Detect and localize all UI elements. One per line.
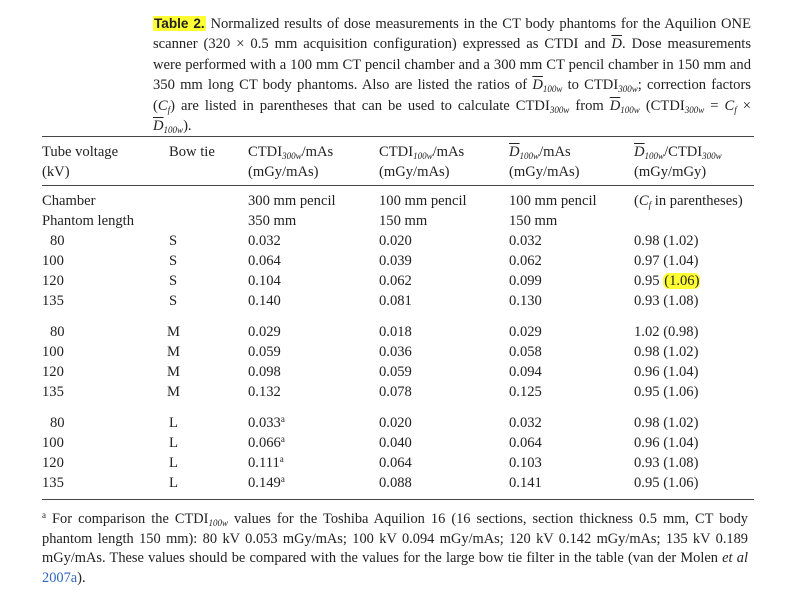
cell-ctdi300: 0.140 <box>248 293 281 309</box>
cell-ctdi300: 0.059 <box>248 344 281 360</box>
highlighted-correction-factor: (1.06) <box>664 273 700 289</box>
cell-kv: 100 <box>42 344 64 360</box>
footnote-close: ). <box>77 569 86 586</box>
subheader-col4-chamber: 100 mm pencil <box>379 193 467 209</box>
cell-ctdi300: 0.066$^a$ <box>248 434 285 451</box>
cell-ctdi100: 0.039 <box>379 253 412 269</box>
cell-kv: 135 <box>42 475 64 491</box>
cell-d100: 0.130 <box>509 293 542 309</box>
caption-text-3: to CTDI <box>562 77 619 94</box>
cell-ctdi300: 0.032 <box>248 233 281 249</box>
table-caption <box>153 14 751 136</box>
table-top-rule <box>42 136 754 137</box>
cell-ctdi100: 0.040 <box>379 435 412 451</box>
header-tube-voltage-unit: (kV) <box>42 164 70 180</box>
table-bottom-rule <box>42 499 754 500</box>
caption-text-10: ). <box>183 118 192 135</box>
cell-d100: 0.094 <box>509 364 542 380</box>
footnote-marker: a <box>42 510 46 520</box>
cell-d100: 0.141 <box>509 475 542 491</box>
caption-text-4: ; correction factors ( <box>153 77 751 114</box>
cell-ctdi100: 0.020 <box>379 415 412 431</box>
cell-bowtie: L <box>169 475 178 491</box>
cell-ratio: 0.93 (1.08) <box>634 455 699 471</box>
cell-kv: 100 <box>42 435 64 451</box>
footnote-marker: a <box>279 454 284 464</box>
header-ratio: $\overline{D}_{100w}/CTDI_{300w}$ <box>634 144 722 161</box>
table-label: Table 2. <box>154 16 205 31</box>
cell-d100: 0.029 <box>509 324 542 340</box>
subheader-col5-chamber: 100 mm pencil <box>509 193 597 209</box>
cell-ctdi300: 0.104 <box>248 273 281 289</box>
citation-link[interactable]: 2007a <box>42 569 78 586</box>
cell-bowtie: S <box>169 273 178 289</box>
caption-cf-sub-2: f <box>734 104 737 115</box>
cell-ctdi100: 0.018 <box>379 324 412 340</box>
caption-dbar: $\overline{D}$ <box>611 36 622 53</box>
cell-ctdi300: 0.132 <box>248 384 281 400</box>
cell-ratio: 0.96 (1.04) <box>634 364 699 380</box>
subheader-col4-length: 150 mm <box>379 213 428 229</box>
cell-ctdi100: 0.081 <box>379 293 412 309</box>
cell-bowtie: S <box>169 293 178 309</box>
cell-ratio: 0.98 (1.02) <box>634 344 699 360</box>
footnote-sub: 100w <box>208 518 228 528</box>
caption-text-5: ) are listed in parentheses that can be used to calculate CTDI <box>170 97 550 114</box>
header-tube-voltage: Tube voltage <box>42 144 119 160</box>
cell-d100: 0.032 <box>509 415 542 431</box>
cell-ratio: 0.98 (1.02) <box>634 233 699 249</box>
cell-bowtie: S <box>169 253 178 269</box>
footnote-etal: et al <box>722 550 748 566</box>
caption-sub-300w: 300w <box>618 84 638 95</box>
footnote-marker: a <box>280 414 285 424</box>
cell-kv: 80 <box>50 324 65 340</box>
caption-cf: C <box>157 97 168 114</box>
cell-ctdi100: 0.078 <box>379 384 412 400</box>
cell-ratio-value: 0.95 <box>634 273 660 289</box>
cell-bowtie: L <box>169 455 178 471</box>
cell-ratio: 0.93 (1.08) <box>634 293 699 309</box>
header-ctdi100w: $CTDI_{100w}$/mAs <box>379 144 465 161</box>
subheader-col3-chamber: 300 mm pencil <box>248 193 336 209</box>
cell-ctdi100: 0.088 <box>379 475 412 491</box>
cell-kv: 120 <box>42 455 64 471</box>
cell-ratio: 0.97 (1.04) <box>634 253 699 269</box>
cell-ctdi300: 0.111$^a$ <box>248 454 284 471</box>
table-header-rule <box>42 185 754 186</box>
cell-bowtie: L <box>169 415 178 431</box>
cell-ratio: 1.02 (0.98) <box>634 324 699 340</box>
cell-kv: 135 <box>42 293 64 309</box>
footnote-marker: a <box>280 434 285 444</box>
cell-bowtie: L <box>169 435 178 451</box>
footnote-text-1: For comparison the CTDI <box>46 511 209 527</box>
cell-kv: 135 <box>42 384 64 400</box>
caption-text-7: (CTDI <box>639 97 685 114</box>
subheader-col5-length: 150 mm <box>509 213 558 229</box>
cell-ctdi300: 0.029 <box>248 324 281 340</box>
caption-text-9: × <box>736 97 751 114</box>
cell-bowtie: M <box>167 324 180 340</box>
caption-text-1: Normalized results of dose measurements in the CT body phantoms for the Aquilion ONE scanner (320 × 0.5 mm acquisition configuration) expressed as CTDI and <box>153 16 751 53</box>
cell-kv: 120 <box>42 273 64 289</box>
caption-text-8: = <box>704 97 725 114</box>
subheader-col6-note: ($C_f$ in parentheses) <box>634 193 743 210</box>
cell-d100: 0.103 <box>509 455 542 471</box>
caption-dbar-4: $\overline{D}$ <box>153 118 164 135</box>
cell-bowtie: M <box>167 344 180 360</box>
cell-bowtie: M <box>167 384 180 400</box>
cell-ratio: 0.95 (1.06) <box>634 475 699 491</box>
table-footnote <box>42 510 748 588</box>
caption-text-6: from <box>569 97 610 114</box>
header-bow-tie: Bow tie <box>169 144 215 160</box>
cell-d100: 0.058 <box>509 344 542 360</box>
cell-d100: 0.099 <box>509 273 542 289</box>
footnote-marker: a <box>280 474 285 484</box>
subheader-col3-length: 350 mm <box>248 213 297 229</box>
caption-sub-100w-3: 100w <box>163 125 184 136</box>
header-ratio-unit: (mGy/mGy) <box>634 164 707 180</box>
cell-ctdi100: 0.062 <box>379 273 412 289</box>
header-d100w-unit: (mGy/mAs) <box>509 164 580 180</box>
footnote-text-2: values for the Toshiba Aquilion 16 (16 sections, section thickness 0.5 mm, CT body phantom length 150 mm): 80 kV 0.053 mGy/mAs; 100 kV 0.094 mGy/mAs; 120 kV 0.142 mGy/mAs; 135 kV 0.189 mGy/mAs. These values should be compared with the values for the large bow tie filter in the table (van der Molen <box>42 511 748 566</box>
cell-ctdi100: 0.064 <box>379 455 412 471</box>
cell-bowtie: S <box>169 233 178 249</box>
caption-sub-100w: 100w <box>542 84 563 95</box>
cell-d100: 0.125 <box>509 384 542 400</box>
cell-ratio: 0.96 (1.04) <box>634 435 699 451</box>
cell-ratio: 0.98 (1.02) <box>634 415 699 431</box>
caption-dbar-2: $\overline{D}$ <box>532 77 543 94</box>
subheader-chamber: Chamber <box>42 193 96 209</box>
caption-text-2: . Dose measurements were performed with a 100 mm CT pencil chamber and a 300 mm CT pencil chamber in 150 mm and 350 mm long CT body phantoms. Also are listed the ratios of <box>153 36 751 94</box>
cell-ctdi300: 0.033$^a$ <box>248 414 285 431</box>
header-ctdi100w-unit: (mGy/mAs) <box>379 164 450 180</box>
header-ctdi300w: $CTDI_{300w}$/mAs <box>248 144 334 161</box>
cell-ratio: 0.95 (1.06) <box>634 384 699 400</box>
caption-cf-sub: f <box>167 104 171 115</box>
cell-ctdi300: 0.149$^a$ <box>248 474 285 491</box>
cell-ctdi100: 0.036 <box>379 344 412 360</box>
subheader-phantom-length: Phantom length <box>42 213 135 229</box>
caption-sub-300w-3: 300w <box>684 104 705 115</box>
cell-kv: 100 <box>42 253 64 269</box>
cell-ctdi100: 0.020 <box>379 233 412 249</box>
cell-kv: 80 <box>50 415 65 431</box>
caption-sub-300w-2: 300w <box>549 104 570 115</box>
caption-cf-2: C <box>724 97 735 114</box>
header-ctdi300w-unit: (mGy/mAs) <box>248 164 319 180</box>
cell-kv: 120 <box>42 364 64 380</box>
cell-d100: 0.062 <box>509 253 542 269</box>
caption-sub-100w-2: 100w <box>620 104 640 115</box>
header-d100w: $\overline{D}_{100w}$/mAs <box>509 144 571 161</box>
cell-d100: 0.064 <box>509 435 542 451</box>
cell-bowtie: M <box>167 364 180 380</box>
cell-ctdi300: 0.064 <box>248 253 281 269</box>
cell-ctdi100: 0.059 <box>379 364 412 380</box>
cell-d100: 0.032 <box>509 233 542 249</box>
cell-ratio <box>634 271 700 291</box>
caption-dbar-3: $\overline{D}$ <box>609 97 621 114</box>
cell-ctdi300: 0.098 <box>248 364 281 380</box>
cell-kv: 80 <box>50 233 65 249</box>
